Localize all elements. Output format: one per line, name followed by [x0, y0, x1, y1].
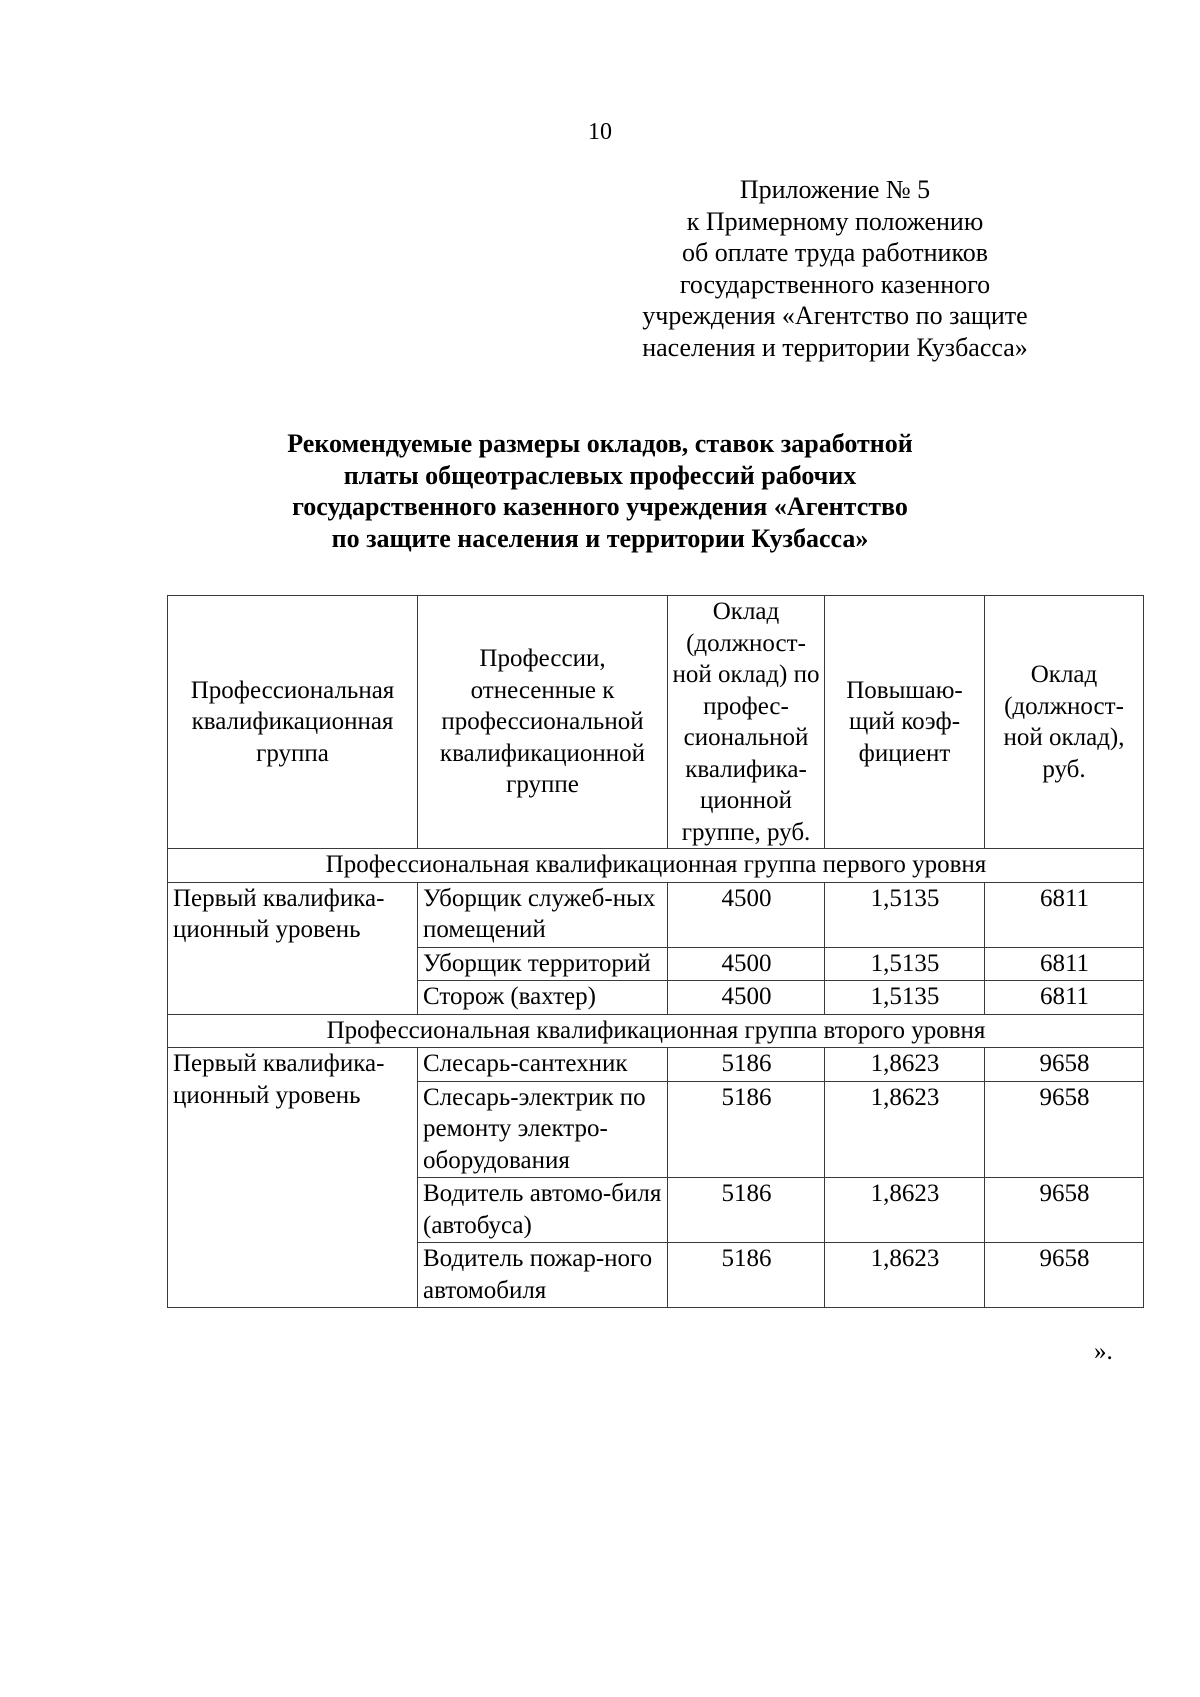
header-professions: Профессии, отнесенные к профессиональной квалификационной группе: [418, 596, 668, 849]
base-salary-cell: 4500: [668, 882, 825, 947]
salary-cell: 6811: [985, 947, 1144, 981]
coefficient-cell: 1,8623: [825, 1081, 985, 1178]
table-row: [168, 882, 1144, 947]
salary-cell: 9658: [985, 1243, 1144, 1308]
base-salary-cell: 5186: [668, 1081, 825, 1178]
section-row: [168, 1014, 1144, 1048]
appendix-line: Приложение № 5: [739, 175, 931, 204]
title-line: по защите населения и территории Кузбасса»: [331, 523, 869, 553]
profession-cell: Водитель автомо-биля (автобуса): [418, 1178, 668, 1243]
header-coefficient: Повышаю-щий коэф-фициент: [825, 596, 985, 849]
appendix-line: к Примерному положению: [686, 206, 984, 236]
appendix-line: населения и территории Кузбасса»: [642, 332, 1028, 362]
base-salary-cell: 5186: [668, 1048, 825, 1082]
base-salary-cell: 5186: [668, 1243, 825, 1308]
appendix-line: государственного казенного: [679, 269, 991, 299]
section-row: [168, 849, 1144, 883]
base-salary-cell: 4500: [668, 947, 825, 981]
salary-cell: 9658: [985, 1081, 1144, 1178]
section-title: Профессиональная квалификационная группа первого уровня: [168, 849, 1144, 883]
title-line: Рекомендуемые размеры окладов, ставок заработной: [287, 429, 913, 458]
header-base-salary: Оклад (должност-ной оклад) по профес-сиональной квалифика-ционной группе, руб.: [668, 596, 825, 849]
profession-cell: Слесарь-сантехник: [418, 1048, 668, 1082]
profession-cell: Уборщик территорий: [418, 947, 668, 981]
table-header-row: [168, 596, 1144, 849]
base-salary-cell: 4500: [668, 981, 825, 1015]
section-title: Профессиональная квалификационная группа второго уровня: [168, 1014, 1144, 1048]
page-number: 10: [588, 119, 612, 145]
coefficient-cell: 1,8623: [825, 1178, 985, 1243]
header-qualification-group: Профессиональная квалификационная группа: [168, 596, 418, 849]
table-row: [168, 1048, 1144, 1082]
title-line: платы общеотраслевых профессий рабочих: [343, 460, 857, 490]
salary-cell: 9658: [985, 1048, 1144, 1082]
salary-cell: 9658: [985, 1178, 1144, 1243]
header-salary: Оклад (должност-ной оклад), руб.: [985, 596, 1144, 849]
coefficient-cell: 1,5135: [825, 981, 985, 1015]
base-salary-cell: 5186: [668, 1178, 825, 1243]
salary-cell: 6811: [985, 981, 1144, 1015]
document-title: [200, 428, 1000, 554]
closing-quote: ».: [1094, 1338, 1113, 1365]
coefficient-cell: 1,8623: [825, 1243, 985, 1308]
coefficient-cell: 1,8623: [825, 1048, 985, 1082]
qualification-level: Первый квалифика-ционный уровень: [168, 1048, 418, 1308]
appendix-line: об оплате труда работников: [681, 238, 989, 267]
profession-cell: Слесарь-электрик по ремонту электро-оборудования: [418, 1081, 668, 1178]
appendix-header: [630, 174, 1040, 363]
qualification-level: Первый квалифика-ционный уровень: [168, 882, 418, 1014]
salary-table: [167, 595, 1144, 1308]
coefficient-cell: 1,5135: [825, 882, 985, 947]
coefficient-cell: 1,5135: [825, 947, 985, 981]
profession-cell: Водитель пожар-ного автомобиля: [418, 1243, 668, 1308]
profession-cell: Уборщик служеб-ных помещений: [418, 882, 668, 947]
appendix-line: учреждения «Агентство по защите: [642, 301, 1028, 330]
profession-cell: Сторож (вахтер): [418, 981, 668, 1015]
salary-cell: 6811: [985, 882, 1144, 947]
title-line: государственного казенного учреждения «Агентство: [292, 492, 908, 521]
